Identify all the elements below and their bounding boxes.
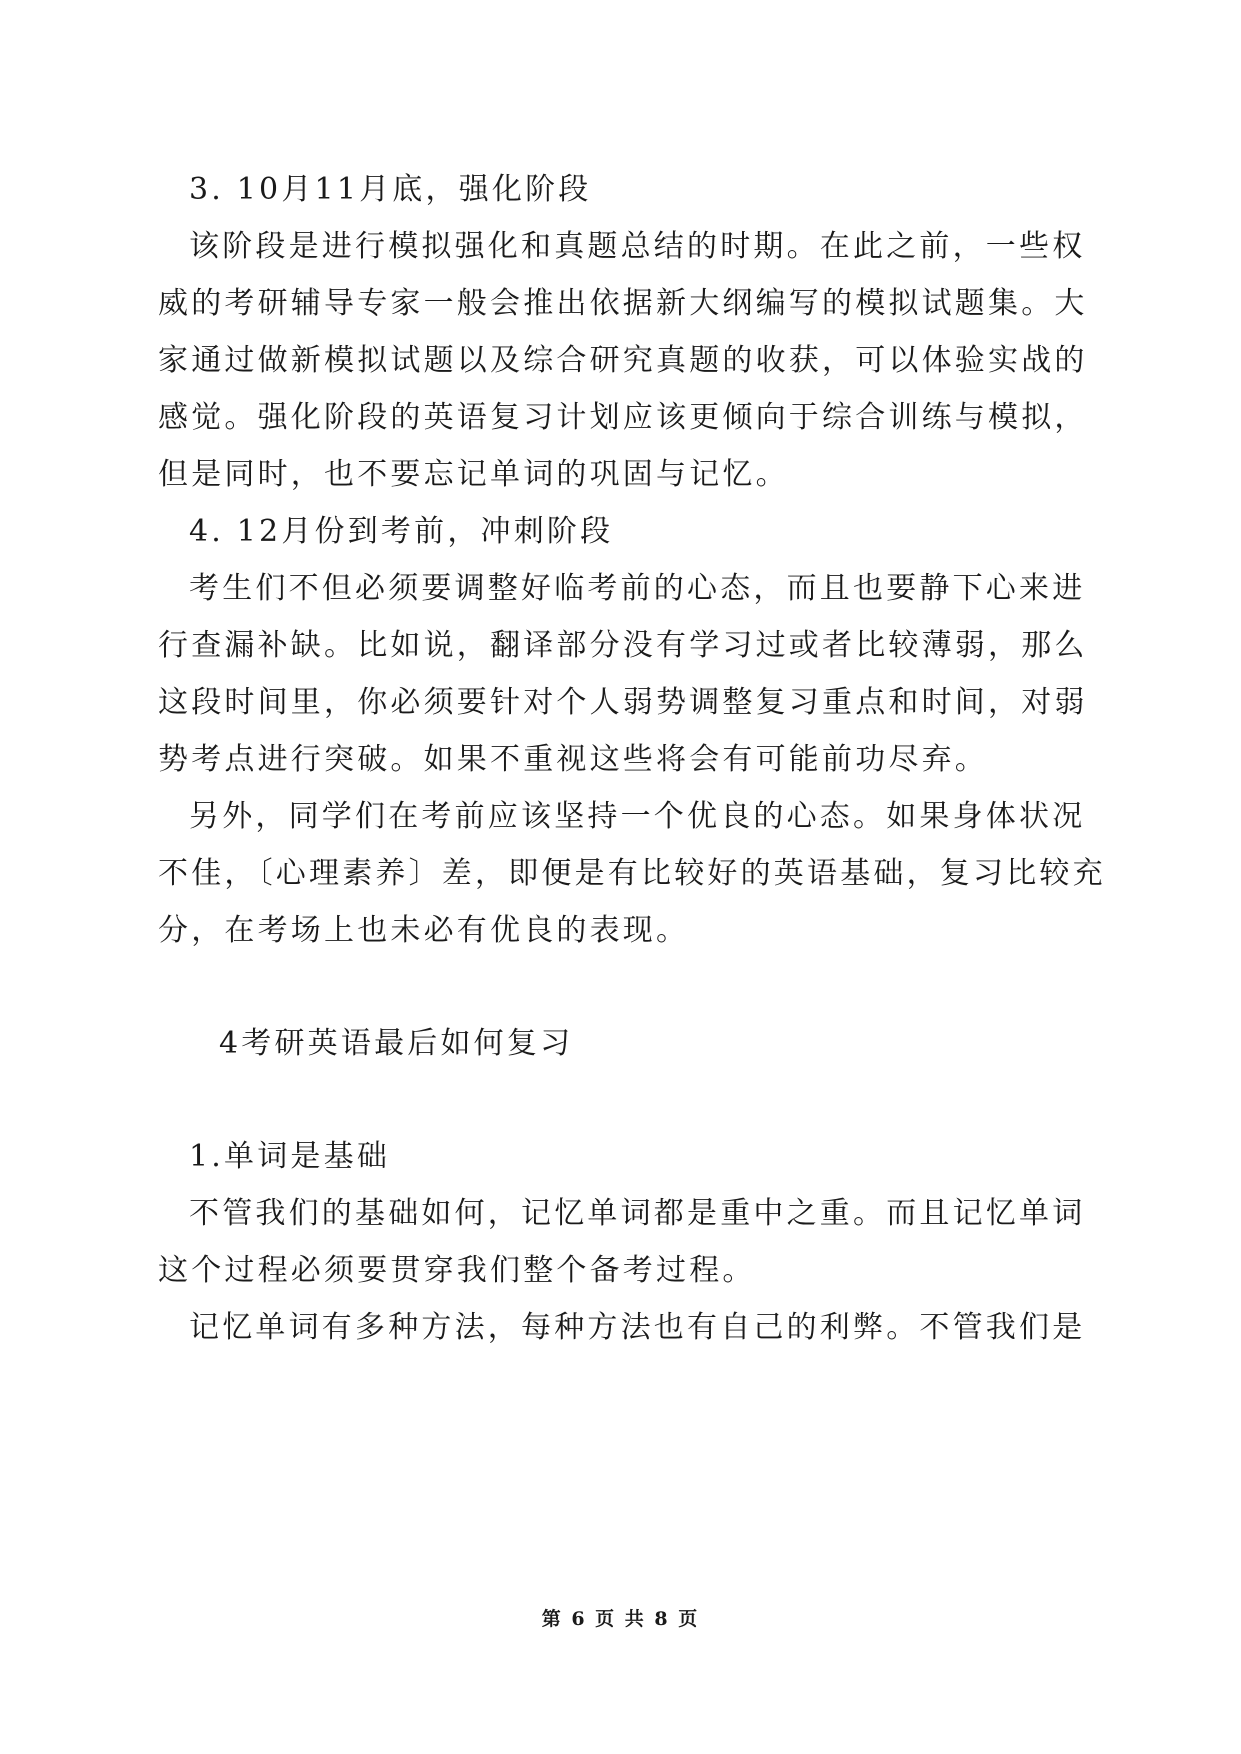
subsection-heading: 1.单词是基础 bbox=[189, 1139, 391, 1174]
paragraph-line: 不管我们的基础如何，记忆单词都是重中之重。而且记忆单词 bbox=[189, 1196, 1086, 1231]
paragraph-line: 分，在考场上也未必有优良的表现。 bbox=[158, 913, 690, 948]
paragraph-line: 但是同时，也不要忘记单词的巩固与记忆。 bbox=[158, 457, 789, 492]
chapter-heading: 4考研英语最后如何复习 bbox=[219, 1026, 574, 1061]
paragraph-line: 这段时间里，你必须要针对个人弱势调整复习重点和时间，对弱 bbox=[158, 685, 1088, 720]
paragraph-line: 行查漏补缺。比如说，翻译部分没有学习过或者比较薄弱，那么 bbox=[158, 628, 1088, 663]
paragraph-line: 考生们不但必须要调整好临考前的心态，而且也要静下心来进 bbox=[189, 571, 1086, 606]
paragraph-line: 另外，同学们在考前应该坚持一个优良的心态。如果身体状况 bbox=[189, 799, 1086, 834]
section-heading-4: 4. 12月份到考前，冲刺阶段 bbox=[189, 514, 614, 549]
paragraph-line: 这个过程必须要贯穿我们整个备考过程。 bbox=[158, 1253, 756, 1288]
paragraph-line: 感觉。强化阶段的英语复习计划应该更倾向于综合训练与模拟， bbox=[158, 400, 1088, 435]
paragraph-line: 家通过做新模拟试题以及综合研究真题的收获，可以体验实战的 bbox=[158, 343, 1088, 378]
paragraph-line: 记忆单词有多种方法，每种方法也有自己的利弊。不管我们是 bbox=[189, 1310, 1086, 1345]
paragraph-line: 该阶段是进行模拟强化和真题总结的时期。在此之前，一些权 bbox=[189, 229, 1086, 264]
paragraph-line: 威的考研辅导专家一般会推出依据新大纲编写的模拟试题集。大 bbox=[158, 286, 1088, 321]
paragraph-line: 不佳，〔心理素养〕差，即便是有比较好的英语基础，复习比较充 bbox=[158, 856, 1106, 891]
paragraph-line: 势考点进行突破。如果不重视这些将会有可能前功尽弃。 bbox=[158, 742, 988, 777]
section-heading-3: 3. 10月11月底，强化阶段 bbox=[189, 172, 592, 207]
page-number-footer: 第 6 页 共 8 页 bbox=[541, 1608, 700, 1630]
